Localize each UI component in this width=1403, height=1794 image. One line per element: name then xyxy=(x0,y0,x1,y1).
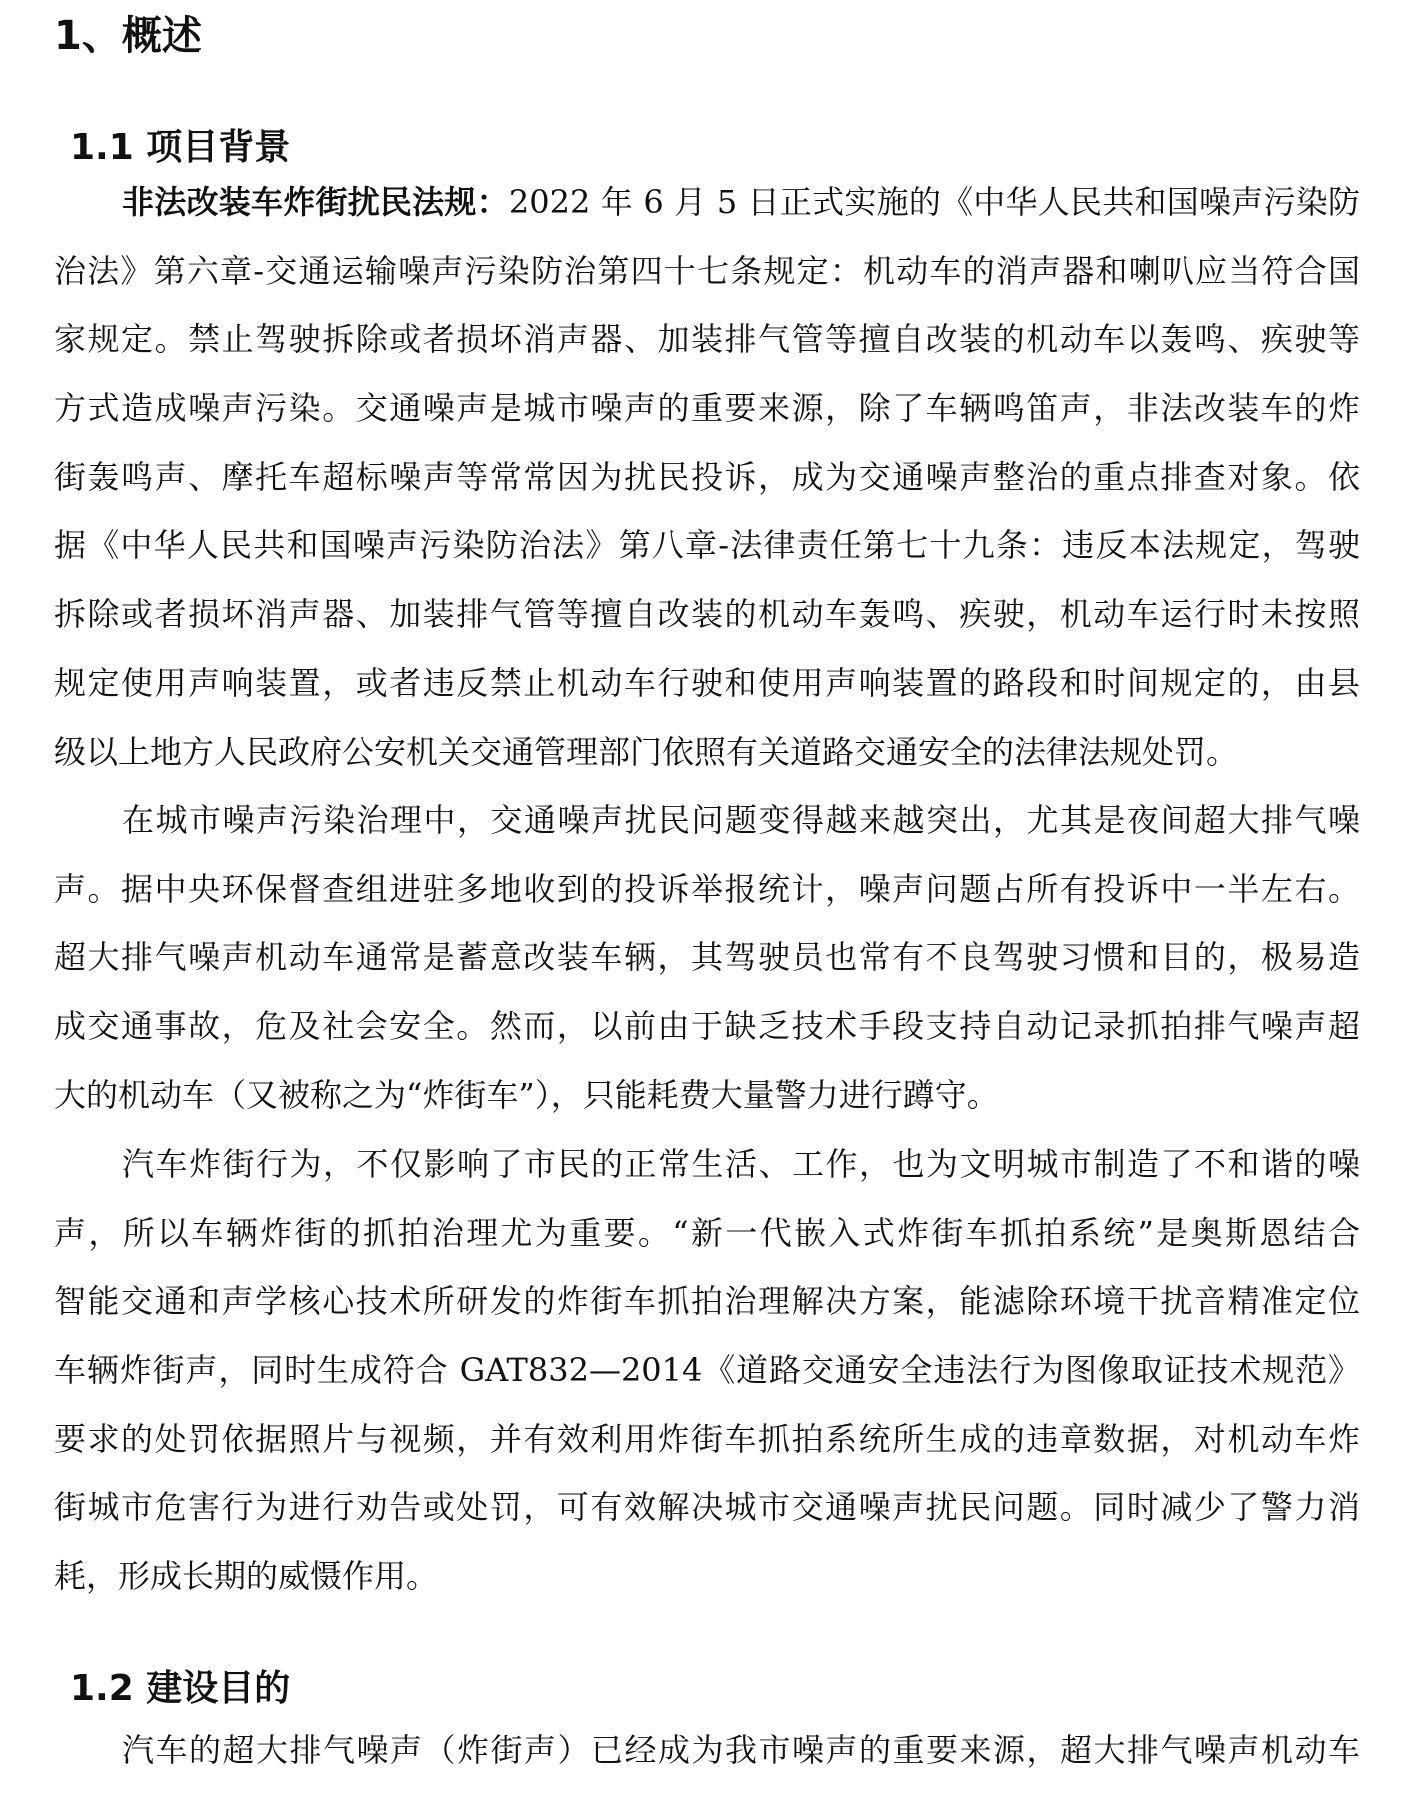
paragraph-line: 声，所以车辆炸街的抓拍治理尤为重要。“新一代嵌入式炸街车抓拍系统”是奥斯恩结合 xyxy=(54,1213,1360,1252)
section-1-2-heading: 1.2 建设目的 xyxy=(70,1668,291,1709)
paragraph-line: 级以上地方人民政府公安机关交通管理部门依照有关道路交通安全的法律法规处罚。 xyxy=(54,732,1239,771)
section-1-heading: 1、概述 xyxy=(54,13,202,59)
section-1-1-heading: 1.1 项目背景 xyxy=(70,127,291,168)
purpose-paragraph-1 xyxy=(54,1716,1360,1785)
background-paragraph-2 xyxy=(54,786,1360,1129)
paragraph-line: 拆除或者损坏消声器、加装排气管等擅自改装的机动车轰鸣、疾驶，机动车运行时未按照 xyxy=(54,595,1360,634)
paragraph-line: 声。据中央环保督查组进驻多地收到的投诉举报统计，噪声问题占所有投诉中一半左右。 xyxy=(54,869,1360,908)
paragraph-line: 要求的处罚依据照片与视频，并有效利用炸街车抓拍系统所生成的违章数据，对机动车炸 xyxy=(54,1419,1360,1458)
background-paragraph-1 xyxy=(54,168,1360,786)
law-heading-bold: 非法改装车炸街扰民法规： xyxy=(122,183,509,221)
paragraph-line-text: 2022 年 6 月 5 日正式实施的《中华人民共和国噪声污染防 xyxy=(508,183,1360,221)
paragraph-line: 车辆炸街声，同时生成符合 GAT832—2014《道路交通安全违法行为图像取证技术规范》 xyxy=(54,1351,1360,1390)
paragraph-line: 汽车炸街行为，不仅影响了市民的正常生活、工作，也为文明城市制造了不和谐的噪 xyxy=(122,1145,1360,1183)
background-paragraph-3 xyxy=(54,1130,1360,1611)
paragraph-line: 街轰鸣声、摩托车超标噪声等常常因为扰民投诉，成为交通噪声整治的重点排查对象。依 xyxy=(54,457,1360,496)
paragraph-line: 治法》第六章-交通运输噪声污染防治第四十七条规定：机动车的消声器和喇叭应当符合国 xyxy=(54,251,1360,290)
paragraph-line: 超大排气噪声机动车通常是蓄意改装车辆，其驾驶员也常有不良驾驶习惯和目的，极易造 xyxy=(54,938,1360,977)
paragraph-line: 智能交通和声学核心技术所研发的炸街车抓拍治理解决方案，能滤除环境干扰音精准定位 xyxy=(54,1282,1360,1321)
paragraph-line xyxy=(54,168,1360,237)
paragraph-line: 耗，形成长期的威慑作用。 xyxy=(54,1557,439,1596)
paragraph-line: 在城市噪声污染治理中，交通噪声扰民问题变得越来越突出，尤其是夜间超大排气噪 xyxy=(122,801,1360,839)
paragraph-line: 成交通事故，危及社会安全。然而，以前由于缺乏技术手段支持自动记录抓拍排气噪声超 xyxy=(54,1007,1360,1046)
paragraph-line: 大的机动车（又被称之为“炸街车”），只能耗费大量警力进行蹲守。 xyxy=(54,1075,999,1114)
paragraph-line: 街城市危害行为进行劝告或处罚，可有效解决城市交通噪声扰民问题。同时减少了警力消 xyxy=(54,1488,1360,1527)
paragraph-line: 汽车的超大排气噪声（炸街声）已经成为我市噪声的重要来源，超大排气噪声机动车 xyxy=(122,1731,1360,1769)
paragraph-line: 家规定。禁止驾驶拆除或者损坏消声器、加装排气管等擅自改装的机动车以轰鸣、疾驶等 xyxy=(54,320,1360,359)
paragraph-line: 据《中华人民共和国噪声污染防治法》第八章-法律责任第七十九条：违反本法规定，驾驶 xyxy=(54,526,1360,565)
paragraph-line: 规定使用声响装置，或者违反禁止机动车行驶和使用声响装置的路段和时间规定的，由县 xyxy=(54,663,1360,702)
paragraph-line: 方式造成噪声污染。交通噪声是城市噪声的重要来源，除了车辆鸣笛声，非法改装车的炸 xyxy=(54,389,1360,428)
